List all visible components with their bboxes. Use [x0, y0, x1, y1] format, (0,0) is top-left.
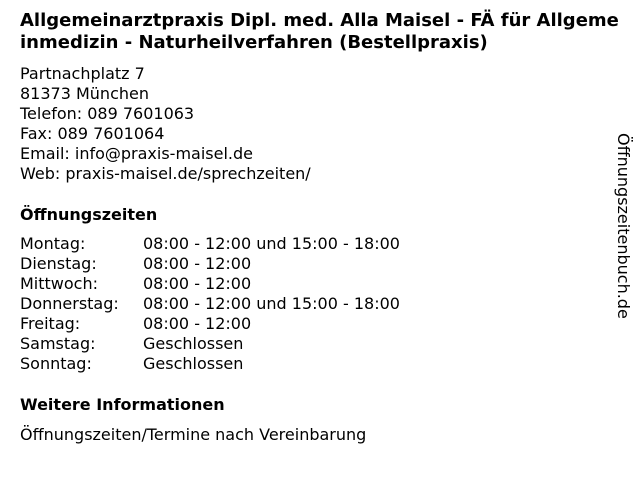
opening-hours-heading: Öffnungszeiten — [20, 205, 158, 224]
hours-day: Freitag: — [20, 314, 81, 333]
phone-number: Telefon: 089 7601063 — [20, 104, 195, 123]
hours-time: Geschlossen — [143, 334, 244, 353]
website-address: Web: praxis-maisel.de/sprechzeiten/ — [20, 164, 311, 183]
hours-time: 08:00 - 12:00 und 15:00 - 18:00 — [143, 294, 400, 313]
hours-row — [20, 274, 400, 294]
city-address: 81373 München — [20, 84, 149, 103]
hours-time: 08:00 - 12:00 — [143, 254, 252, 273]
hours-row — [20, 254, 400, 274]
more-info-text: Öffnungszeiten/Termine nach Vereinbarung — [20, 425, 367, 444]
email-address: Email: info@praxis-maisel.de — [20, 144, 253, 163]
hours-time: 08:00 - 12:00 — [143, 274, 252, 293]
hours-day: Donnerstag: — [20, 294, 119, 313]
hours-row — [20, 294, 400, 314]
contact-block — [20, 64, 311, 184]
hours-day: Sonntag: — [20, 354, 92, 373]
more-info-heading: Weitere Informationen — [20, 395, 225, 414]
hours-day: Mittwoch: — [20, 274, 98, 293]
hours-row — [20, 314, 400, 334]
opening-hours-table — [20, 234, 400, 374]
hours-day: Dienstag: — [20, 254, 97, 273]
street-address: Partnachplatz 7 — [20, 64, 145, 83]
hours-row — [20, 234, 400, 254]
hours-row — [20, 334, 400, 354]
page-title: Allgemeinarztpraxis Dipl. med. Alla Maisel - FÄ für Allgemeinmedizin - Naturheilverfahren (Bestellpraxis) — [20, 10, 619, 53]
hours-day: Montag: — [20, 234, 86, 253]
fax-number: Fax: 089 7601064 — [20, 124, 165, 143]
hours-day: Samstag: — [20, 334, 96, 353]
hours-time: Geschlossen — [143, 354, 244, 373]
hours-time: 08:00 - 12:00 und 15:00 - 18:00 — [143, 234, 400, 253]
hours-time: 08:00 - 12:00 — [143, 314, 252, 333]
hours-row — [20, 354, 400, 374]
brand-watermark: Öffnungszeitenbuch.de — [614, 133, 633, 319]
